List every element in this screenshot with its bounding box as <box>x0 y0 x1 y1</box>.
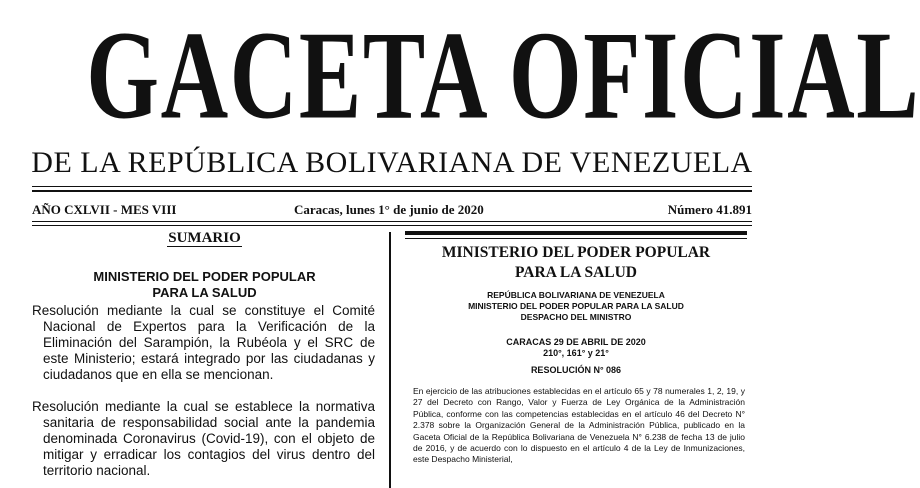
header-rule-bottom-1 <box>32 221 752 222</box>
resolution-number: RESOLUCIÓN N° 086 <box>530 365 622 375</box>
issue-info-bar <box>32 201 752 219</box>
sumario-heading-text: SUMARIO <box>168 230 241 246</box>
article-years: 210°, 161° y 21° <box>543 348 609 358</box>
column-divider <box>389 232 391 488</box>
sumario-ministry-line1: MINISTERIO DEL PODER POPULAR <box>93 269 316 284</box>
gazette-masthead-subtitle: DE LA REPÚBLICA BOLIVARIANA DE VENEZUELA <box>31 146 753 179</box>
sumario-ministry-heading <box>32 269 377 301</box>
sumario-ministry-line2: PARA LA SALUD <box>152 285 257 300</box>
article-date: CARACAS 29 DE ABRIL DE 2020 <box>506 337 646 347</box>
article-ministry-line1: MINISTERIO DEL PODER POPULAR <box>441 244 711 261</box>
article-rule-thick <box>405 231 747 235</box>
issue-number: Número 41.891 <box>667 202 752 217</box>
issue-year-month: AÑO CXLVII - MES VIII <box>32 202 177 217</box>
article-header-line1: REPÚBLICA BOLIVARIANA DE VENEZUELA <box>487 290 665 300</box>
sumario-entry: Resolución mediante la cual se constituye el Comité Nacional de Expertos para la Verificación de la Eliminación del Sarampión, la Rubéola y el SRC de este Ministerio; estará integrado por las ciudadanas y ciudadanos que en ella se mencionan. <box>32 303 375 382</box>
sumario-entry: Resolución mediante la cual se establece la normativa sanitaria de responsabilidad social ante la pandemia denominada Coronavirus (Covid-19), con el objeto de mitigar y erradicar los contagios del virus dentro del territorio nacional. <box>32 399 375 478</box>
issue-date: Caracas, lunes 1° de junio de 2020 <box>294 202 484 217</box>
article-ministry-line2: PARA LA SALUD <box>514 264 637 281</box>
article-rule-thin <box>405 238 747 239</box>
article-header-line3: DESPACHO DEL MINISTRO <box>520 312 632 322</box>
article-header-line2: MINISTERIO DEL PODER POPULAR PARA LA SALUD <box>468 301 684 311</box>
header-rule-bottom-2 <box>32 225 752 226</box>
sumario-heading <box>32 229 377 247</box>
header-rule-top-thick <box>32 190 752 192</box>
gazette-masthead-title: GACETA OFICIAL <box>86 5 920 146</box>
header-rule-top-thin <box>32 186 752 187</box>
article-ministry-heading <box>405 243 747 283</box>
article-body-text: En ejercicio de las atribuciones establecidas en el artículo 65 y 78 numerales 1, 2, 19, y 27 del Decreto con Rango, Valor y Fuerza de Ley Orgánica de la Administración Pública, conforme con las competencias establecidas en el artículo 46 del Decreto N° 2.378 sobre la Organización General de la Administración Pública, publicado en la Gaceta Oficial de la República Bolivariana de Venezuela N° 6.238 de fecha 13 de julio de 2016, y de acuerdo con lo dispuesto en el artículo 4 de la Ley de Inmunizaciones, este Despacho Ministerial, <box>413 386 745 465</box>
article-date-block <box>405 337 747 359</box>
article-header-block <box>405 290 747 323</box>
